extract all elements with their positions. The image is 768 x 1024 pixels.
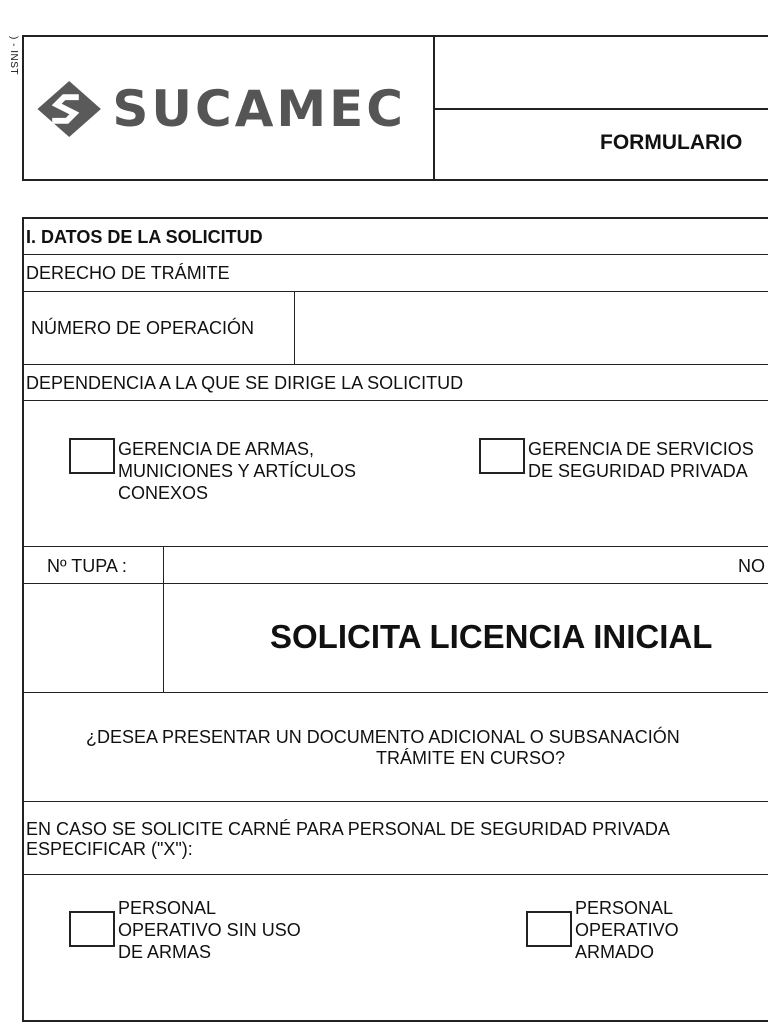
sucamec-logo [36,68,406,150]
column-divider [294,291,295,364]
tupa-right-label: NO [738,556,765,576]
personal-sin-armas-label: PERSONAL OPERATIVO SIN USO DE ARMAS [118,898,301,962]
row-divider [22,291,768,292]
row-divider [22,254,768,255]
side-vertical-text: ) - INST [8,36,19,75]
procedure-title: SOLICITA LICENCIA INICIAL [270,618,713,655]
row-divider [22,583,768,584]
gerencia-armas-label: GERENCIA DE ARMAS, MUNICIONES Y ARTÍCULOS CONEXOS [118,439,357,503]
logo-wordmark: SUCAMEC [112,80,406,138]
row-divider [22,874,768,875]
row-divider [22,364,768,365]
derecho-tramite-label: DERECHO DE TRÁMITE [26,263,230,283]
row-divider [22,400,768,401]
carne-instruction-line2: ESPECIFICAR ("X"): [26,839,193,859]
numero-operacion-label: NÚMERO DE OPERACIÓN [31,318,255,338]
dependencia-label: DEPENDENCIA A LA QUE SE DIRIGE LA SOLICITUD [26,373,464,393]
personal-armado-checkbox[interactable] [526,911,572,947]
personal-armado-label: PERSONAL OPERATIVO ARMADO [575,898,679,962]
section-title: I. DATOS DE LA SOLICITUD [26,227,263,247]
documento-adicional-question: ¿DESEA PRESENTAR UN DOCUMENTO ADICIONAL O SUBSANACIÓN [86,727,680,747]
sucamec-logo-icon [36,69,102,149]
form-title: FORMULARIO [600,131,743,154]
personal-sin-armas-checkbox[interactable] [69,911,115,947]
row-divider [22,546,768,547]
gerencia-armas-checkbox[interactable] [69,438,115,474]
numero-operacion-field[interactable] [300,317,760,339]
column-divider [163,546,164,692]
tupa-label: Nº TUPA : [47,556,127,576]
gerencia-servicios-checkbox[interactable] [479,438,525,474]
header-divider-horizontal [435,108,768,110]
gerencia-servicios-label: GERENCIA DE SERVICIOS DE SEGURIDAD PRIVADA [528,439,754,481]
carne-instruction: EN CASO SE SOLICITE CARNÉ PARA PERSONAL DE SEGURIDAD PRIVADA [26,819,670,839]
documento-adicional-question-line2: TRÁMITE EN CURSO? [376,748,566,768]
row-divider [22,692,768,693]
row-divider [22,801,768,802]
